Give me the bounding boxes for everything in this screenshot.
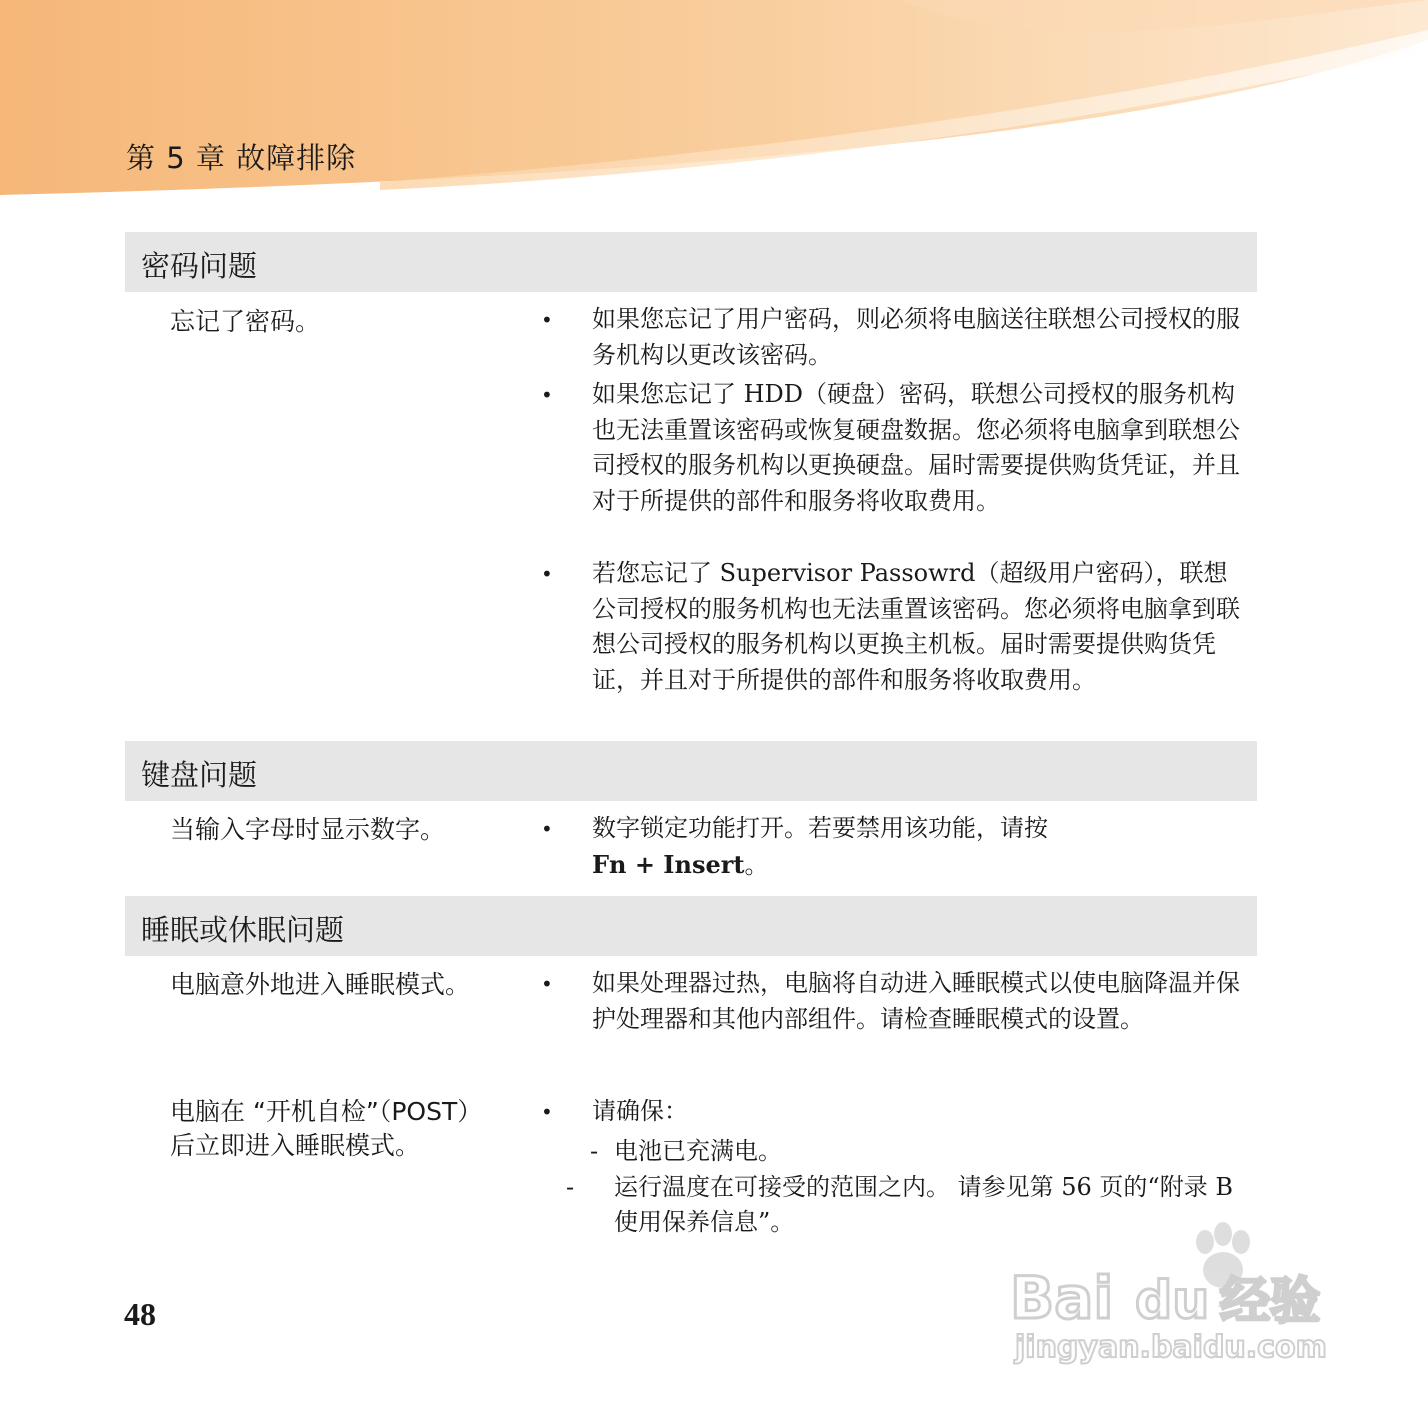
section-header-sleep (125, 896, 1257, 956)
bullet: • (541, 817, 553, 841)
dash-marker: - (590, 1137, 599, 1165)
section-title: 密码问题 (141, 249, 258, 283)
bullet: • (541, 308, 553, 332)
dash-item (590, 1134, 1250, 1169)
solution-text: 数字锁定功能打开。若要禁用该功能，请按 (592, 814, 1048, 842)
bullet: • (541, 383, 553, 407)
svg-text:du: du (1135, 1271, 1210, 1331)
solution-item: 如果处理器过热，电脑将自动进入睡眠模式以使电脑降温并保护处理器和其他内部组件。请检查睡眠模式的设置。 (592, 969, 1240, 1033)
solution-intro: 请确保： (592, 1097, 688, 1125)
problem-label: 电脑意外地进入睡眠模式。 (170, 970, 471, 999)
dash-text: 电池已充满电。 (614, 1137, 782, 1165)
baidu-jingyan-watermark (1005, 1212, 1350, 1372)
chapter-title: 第 5 章 故障排除 (126, 141, 357, 175)
svg-text:Bai: Bai (1010, 1264, 1114, 1332)
solution-end: 。 (744, 850, 769, 879)
problem-label: 忘记了密码。 (170, 307, 321, 336)
section-header-keyboard (125, 741, 1257, 801)
solution-item: 如果您忘记了 HDD（硬盘）密码，联想公司授权的服务机构也无法重置该密码或恢复硬盘数据。您必须将电脑拿到联想公司授权的服务机构以更换硬盘。届时需要提供购货凭证，并且对于所提供的部件和服务将收取费用。 (592, 380, 1240, 515)
dash-marker: - (566, 1173, 575, 1201)
problem-label: 电脑在 “开机自检”（POST）后立即进入睡眠模式。 (170, 1097, 483, 1160)
section-header-password (125, 232, 1257, 292)
problem-label: 当输入字母时显示数字。 (170, 815, 446, 844)
bullet: • (541, 1100, 553, 1124)
svg-text:jingyan.baidu.com: jingyan.baidu.com (1015, 1330, 1327, 1365)
solution-item: 如果您忘记了用户密码，则必须将电脑送往联想公司授权的服务机构以更改该密码。 (592, 305, 1240, 369)
bullet: • (541, 562, 553, 586)
bullet: • (541, 972, 553, 996)
solution-item: 若您忘记了 Supervisor Passowrd（超级用户密码），联想公司授权的服务机构也无法重置该密码。您必须将电脑拿到联想公司授权的服务机构以更换主机板。届时需要提供购货凭证，并且对于所提供的部件和服务将收取费用。 (592, 559, 1240, 694)
svg-text:经验: 经验 (1220, 1272, 1320, 1330)
section-title: 睡眠或休眠问题 (141, 913, 345, 947)
key-combination: Fn + Insert (592, 849, 745, 879)
solution-item (592, 811, 1244, 883)
dash-text: 运行温度在可接受的范围之内。 请参见第 56 页的“附录 B 使用保养信息”。 (614, 1173, 1233, 1236)
section-title: 键盘问题 (141, 758, 258, 792)
page-number: 48 (124, 1296, 156, 1332)
